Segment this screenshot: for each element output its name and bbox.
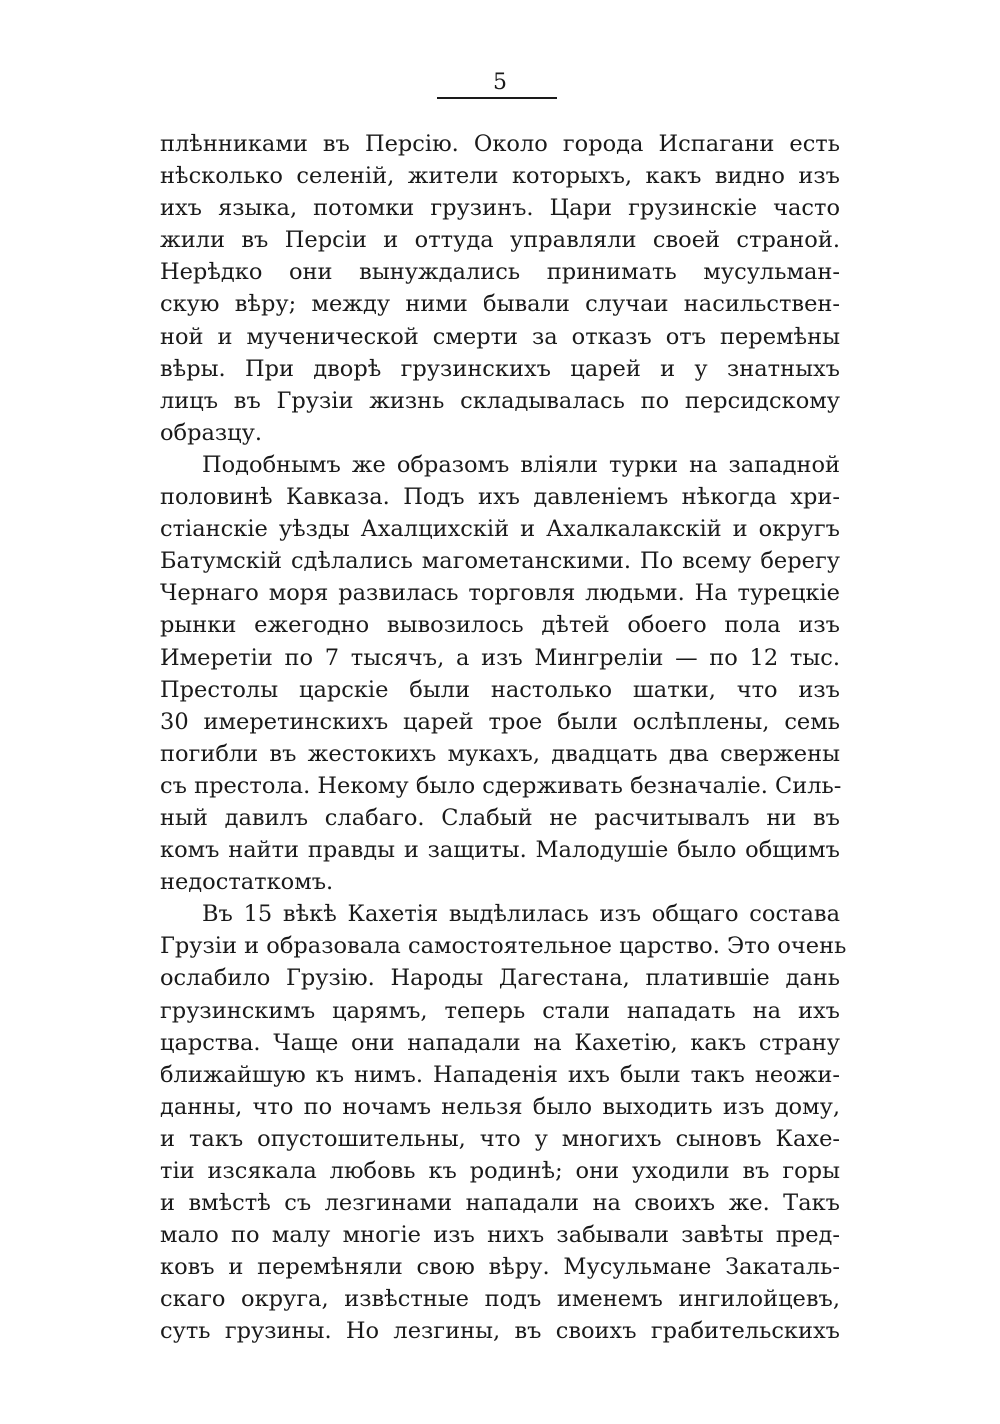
text-line: суть грузины. Но лезгины, въ своихъ грабительскихъ <box>160 1318 840 1345</box>
text-line: вѣры. При дворѣ грузинскихъ царей и у знатныхъ <box>160 355 840 382</box>
text-line: комъ найти правды и защиты. Малодушіе было общимъ <box>160 837 840 864</box>
text-line: лицъ въ Грузіи жизнь складывалась по персидскому <box>160 387 840 414</box>
text-line: 30 имеретинскихъ царей трое были ослѣплены, семь <box>160 708 840 735</box>
text-line: недостаткомъ. <box>160 869 334 896</box>
text-line: ближайшую къ нимъ. Нападенія ихъ были такъ неожи- <box>160 1061 840 1088</box>
text-line: ковъ и перемѣняли свою вѣру. Мусульмане Закаталь- <box>160 1254 840 1281</box>
text-line: плѣнниками въ Персію. Около города Испагани есть <box>160 131 840 157</box>
text-line: образцу. <box>160 419 263 446</box>
body-text <box>160 128 847 1348</box>
text-line: царства. Чаще они нападали на Кахетію, какъ страну <box>160 1029 840 1056</box>
text-line: стіанскіе уѣзды Ахалцихскій и Ахалкалакскій и округъ <box>160 516 840 543</box>
text-line: съ престола. Некому было сдерживать безначаліе. Силь- <box>160 772 842 799</box>
text-line: Чернаго моря развилась торговля людьми. На турецкіе <box>160 580 840 607</box>
paragraph-first-line: Въ 15 вѣкѣ Кахетія выдѣлилась изъ общаго состава <box>202 901 840 928</box>
text-line: тіи изсякала любовь къ родинѣ; они уходили въ горы <box>160 1158 840 1184</box>
text-line: ный давилъ слабаго. Слабый не расчитывалъ ни въ <box>160 804 840 831</box>
text-line: рынки ежегодно вывозилось дѣтей обоего пола изъ <box>160 612 840 639</box>
text-line: мало по малу многіе изъ нихъ забывали завѣты пред- <box>160 1222 840 1249</box>
text-line: Престолы царскіе были настолько шатки, что изъ <box>160 676 840 703</box>
text-line: половинѣ Кавказа. Подъ ихъ давленіемъ нѣкогда хри- <box>160 484 840 511</box>
text-line: скую вѣру; между ними бывали случаи насильствен- <box>160 291 840 318</box>
text-line: жили въ Персіи и оттуда управляли своей страной. <box>160 227 840 254</box>
text-line: ихъ языка, потомки грузинъ. Цари грузинскіе часто <box>160 195 840 222</box>
page-number: 5 <box>493 70 507 95</box>
text-line: Имеретіи по 7 тысячъ, а изъ Мингреліи — по 12 тыс. <box>160 644 840 671</box>
text-line: Грузіи и образовала самостоятельное царство. Это очень <box>160 933 847 960</box>
text-line: данны, что по ночамъ нельзя было выходить изъ дому, <box>160 1093 840 1120</box>
text-line: и вмѣстѣ съ лезгинами нападали на своихъ же. Такъ <box>160 1190 840 1217</box>
text-line: Нерѣдко они вынуждались принимать мусульман- <box>160 259 840 286</box>
page-number-rule <box>437 97 557 99</box>
text-line: ной и мученической смерти за отказъ отъ перемѣны <box>160 323 840 350</box>
text-line: скаго округа, извѣстные подъ именемъ ингилойцевъ, <box>160 1286 840 1313</box>
text-line: ослабило Грузію. Народы Дагестана, платившіе дань <box>160 965 840 992</box>
text-line: нѣсколько селеній, жители которыхъ, какъ видно изъ <box>160 163 840 190</box>
text-line: грузинскимъ царямъ, теперь стали нападать на ихъ <box>160 997 840 1024</box>
text-line: Батумскій сдѣлались магометанскими. По всему берегу <box>160 548 840 575</box>
text-line: и такъ опустошительны, что у многихъ сыновъ Кахе- <box>160 1125 840 1152</box>
paragraph-first-line: Подобнымъ же образомъ вліяли турки на западной <box>202 451 840 478</box>
text-line: погибли въ жестокихъ мукахъ, двадцать два свержены <box>160 740 840 767</box>
